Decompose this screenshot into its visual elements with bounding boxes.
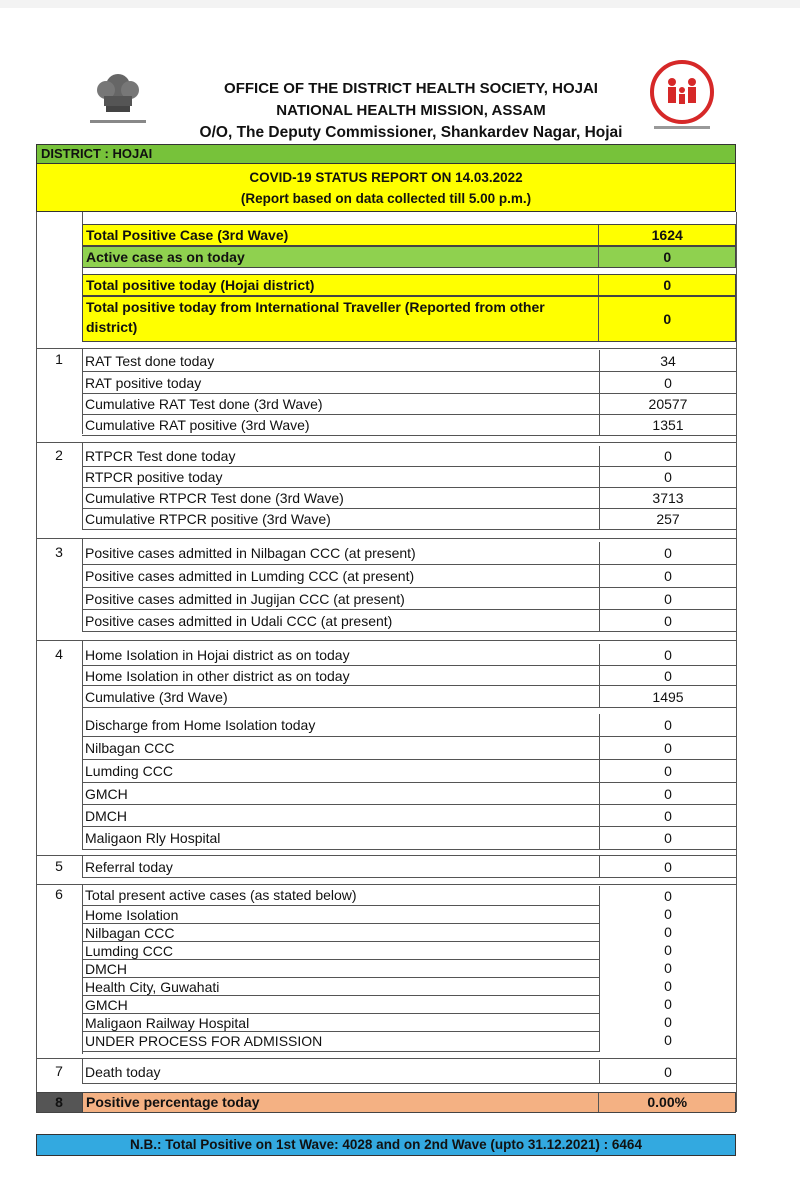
table-row: Total present active cases (as stated below) 0: [82, 886, 736, 906]
district-banner: DISTRICT : HOJAI: [36, 144, 736, 164]
separator: [36, 442, 736, 443]
table-row: Cumulative RAT Test done (3rd Wave) 20577: [82, 394, 736, 415]
section-number: 8: [55, 1094, 63, 1110]
report-subtitle: (Report based on data collected till 5.00 p.m.): [240, 191, 532, 206]
section-number: 1: [55, 351, 63, 367]
table-row: Positive cases admitted in Udali CCC (at present) 0: [82, 610, 736, 632]
table-row: Positive cases admitted in Jugijan CCC (at present) 0: [82, 588, 736, 610]
table-frame-left: [36, 212, 37, 1112]
report-title: COVID-19 STATUS REPORT ON 14.03.2022: [249, 170, 523, 185]
table-row: Positive cases admitted in Nilbagan CCC (at present) 0: [82, 542, 736, 565]
positive-percentage-row: Positive percentage today 0.00%: [82, 1092, 736, 1113]
table-row: RTPCR positive today 0: [82, 467, 736, 488]
table-row: Cumulative RTPCR Test done (3rd Wave) 3713: [82, 488, 736, 509]
section-number: 6: [55, 886, 63, 902]
separator: [36, 1058, 736, 1059]
summary-total-positive-row: Total Positive Case (3rd Wave) 1624: [82, 224, 736, 246]
separator: [36, 884, 736, 885]
header-line-1: OFFICE OF THE DISTRICT HEALTH SOCIETY, HOJAI: [224, 80, 598, 97]
table-row: GMCH 0: [82, 783, 736, 805]
table-row: Discharge from Home Isolation today 0: [82, 714, 736, 737]
table-row: Referral today 0: [82, 856, 736, 878]
summary-active-case-row: Active case as on today 0: [82, 246, 736, 268]
footnote-banner: N.B.: Total Positive on 1st Wave: 4028 and on 2nd Wave (upto 31.12.2021) : 6464: [36, 1134, 736, 1156]
summary-international-row: Total positive today from International Traveller (Reported from other district) 0: [82, 296, 736, 342]
emblem-of-india-icon: [76, 66, 160, 132]
separator: [36, 538, 736, 539]
top-strip: [0, 0, 800, 8]
table-row: DMCH 0: [82, 960, 736, 978]
table-row: GMCH 0: [82, 996, 736, 1014]
table-row: Nilbagan CCC 0: [82, 924, 736, 942]
separator: [36, 348, 736, 349]
section-number: 4: [55, 646, 63, 662]
table-row: Home Isolation in other district as on today 0: [82, 666, 736, 686]
section-number: 7: [55, 1063, 63, 1079]
section-number: 5: [55, 858, 63, 874]
table-row: Cumulative (3rd Wave) 1495: [82, 686, 736, 708]
table-row: Lumding CCC 0: [82, 760, 736, 783]
table-row: Home Isolation 0: [82, 906, 736, 924]
table-row: Nilbagan CCC 0: [82, 737, 736, 760]
table-row: Lumding CCC 0: [82, 942, 736, 960]
table-row: RAT positive today 0: [82, 372, 736, 394]
section-number: 2: [55, 447, 63, 463]
table-row: UNDER PROCESS FOR ADMISSION 0: [82, 1032, 736, 1052]
table-row: Death today 0: [82, 1060, 736, 1084]
table-row: Maligaon Railway Hospital 0: [82, 1014, 736, 1032]
header-line-3: O/O, The Deputy Commissioner, Shankardev Nagar, Hojai: [199, 124, 623, 141]
header-title-block: [186, 78, 636, 144]
national-health-mission-logo-icon: [634, 58, 730, 134]
separator: [36, 640, 736, 641]
table-frame-right: [736, 212, 737, 1112]
table-row: Positive cases admitted in Lumding CCC (at present) 0: [82, 565, 736, 588]
report-header: [36, 58, 736, 144]
report-title-block: [36, 164, 736, 212]
header-line-2: NATIONAL HEALTH MISSION, ASSAM: [276, 102, 546, 119]
section-number: 3: [55, 544, 63, 560]
table-row: DMCH 0: [82, 805, 736, 827]
summary-positive-today-row: Total positive today (Hojai district) 0: [82, 274, 736, 296]
table-row: Cumulative RTPCR positive (3rd Wave) 257: [82, 509, 736, 530]
table-row: Maligaon Rly Hospital 0: [82, 827, 736, 850]
table-row: RTPCR Test done today 0: [82, 446, 736, 467]
table-row: RAT Test done today 34: [82, 350, 736, 372]
table-row: Cumulative RAT positive (3rd Wave) 1351: [82, 415, 736, 436]
table-row: Home Isolation in Hojai district as on today 0: [82, 644, 736, 666]
table-row: Health City, Guwahati 0: [82, 978, 736, 996]
